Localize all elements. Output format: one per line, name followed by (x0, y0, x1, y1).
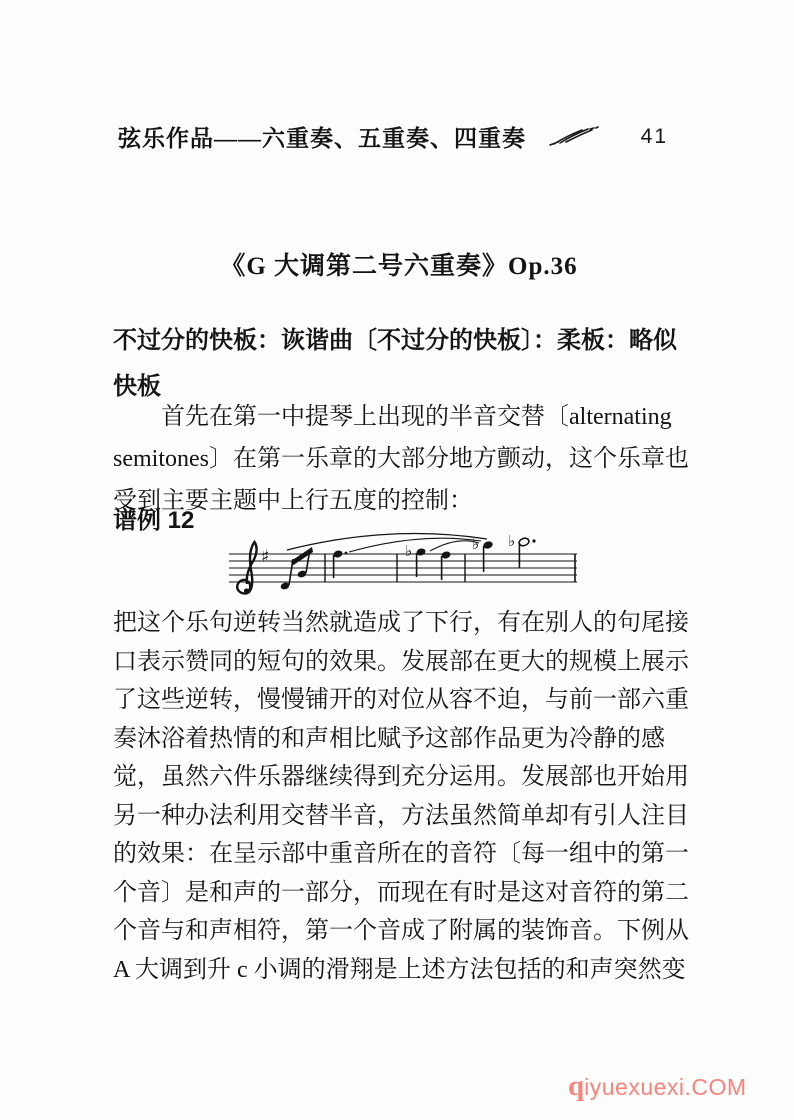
paragraph-line: 个音与和声相符，第一个音成了附属的装饰音。下例从 (113, 918, 689, 944)
paragraph-line: 口表示赞同的短句的效果。发展部在更大的规模上展示 (113, 648, 689, 675)
slur-arcs (287, 534, 487, 552)
heading-line: 快板 (113, 373, 161, 400)
watermark-initial: q (568, 1070, 585, 1102)
svg-text:♭: ♭ (472, 535, 480, 553)
svg-text:♭: ♭ (508, 532, 516, 550)
sharp-sign: ♯ (261, 547, 270, 567)
staff-lines (229, 554, 577, 582)
paragraph-line: 的效果：在呈示部中重音所在的音符〔每一组中的第一 (113, 841, 689, 867)
watermark-text: iyuexuexi.COM (584, 1074, 747, 1100)
paragraph-line: 个音〕是和声的一部分，而现在有时是这对音符的第二 (113, 879, 689, 906)
content-column (113, 0, 689, 1120)
page-number: 41 (640, 124, 668, 148)
body-paragraph (113, 604, 689, 989)
music-example-label: 谱例 12 (113, 507, 195, 534)
site-watermark (568, 1070, 747, 1103)
paragraph-line: 首先在第一中提琴上出现的半音交替〔alternating (161, 404, 672, 430)
paragraph-line: 觉，虽然六件乐器继续得到充分运用。发展部也开始用 (113, 764, 689, 790)
svg-text:♭: ♭ (405, 542, 413, 560)
quarter-note (333, 549, 348, 578)
book-title: 弦乐作品——六重奏、五重奏、四重奏 (118, 126, 526, 151)
paragraph-line: 另一种办法利用交替半音，方法虽然简单却有引人注目 (113, 802, 689, 829)
quarter-note (441, 550, 452, 580)
paragraph-line: semitones〕在第一乐章的大部分地方颤动，这个乐章也 (113, 446, 689, 472)
heading-line: 不过分的快板：诙谐曲〔不过分的快板〕：柔板：略似 (113, 327, 677, 354)
paragraph-line: 奏沐浴着热情的和声相比赋予这部作品更为冷静的感 (113, 725, 665, 752)
paragraph-line: 受到主要主题中上行五度的控制： (113, 488, 473, 514)
intro-paragraph (113, 396, 689, 522)
dotted-half-note (508, 532, 536, 568)
paragraph-line: A 大调到升 c 小调的滑翔是上述方法包括的和声突然变 (113, 956, 686, 983)
paragraph-line: 把这个乐句逆转当然就造成了下行，有在别人的句尾接 (113, 610, 689, 636)
flat-note (405, 542, 426, 577)
section-title: 《G 大调第二号六重奏》Op.36 (220, 253, 578, 280)
paragraph-line: 了这些逆转，慢慢铺开的对位从容不迫，与前一部六重 (113, 687, 689, 713)
music-notation-example (225, 532, 585, 612)
